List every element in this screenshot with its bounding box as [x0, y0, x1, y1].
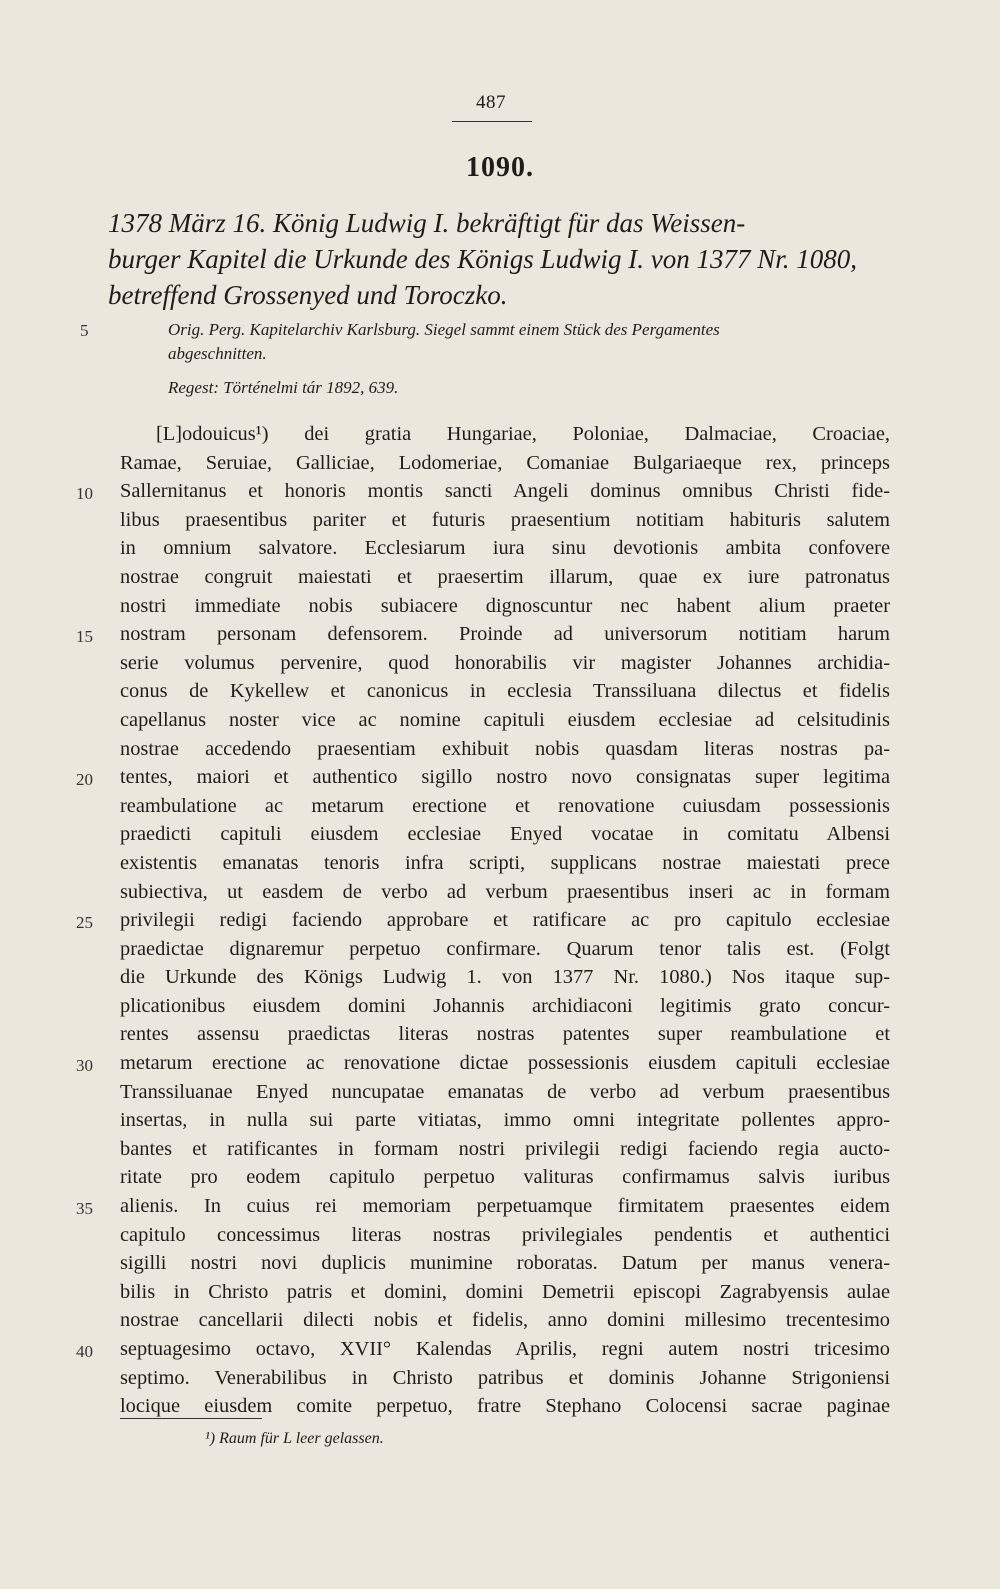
- body-line: libus praesentibus pariter et futuris praesentium notitiam habituris salutem: [120, 508, 890, 531]
- heading-line: betreffend Grossenyed und Toroczko.: [108, 280, 508, 310]
- body-line: [L]odouicus¹) dei gratia Hungariae, Poloniae, Dalmaciae, Croaciae,: [156, 423, 890, 445]
- line-number: 25: [76, 913, 93, 932]
- line-number: 30: [76, 1056, 93, 1075]
- footnote: ¹) Raum für L leer gelassen.: [205, 1430, 384, 1447]
- body-line: existentis emanatas tenoris infra scripti, supplicans nostrae maiestati prece: [120, 851, 890, 874]
- body-line: ritate pro eodem capitulo perpetuo valituras confirmamus salvis iuribus: [120, 1166, 890, 1189]
- body-line: nostri immediate nobis subiacere dignoscuntur nec habent alium praeter: [120, 594, 890, 617]
- body-line: rentes assensu praedictas literas nostras patentes super reambulatione et: [120, 1023, 890, 1046]
- line-number: 20: [76, 770, 93, 789]
- body-line: bantes et ratificantes in formam nostri privilegii redigi faciendo regia aucto-: [120, 1137, 890, 1160]
- body-line: bilis in Christo patris et domini, domini Demetrii episcopi Zagrabyensis aulae: [120, 1280, 890, 1303]
- body-line: sigilli nostri novi duplicis munimine roboratas. Datum per manus venera-: [120, 1252, 890, 1275]
- body-line: plicationibus eiusdem domini Johannis archidiaconi legitimis grato concur-: [120, 994, 890, 1017]
- line-number: 10: [76, 484, 93, 503]
- body-line: privilegii redigi faciendo approbare et ratificare ac pro capitulo ecclesiae: [120, 909, 890, 932]
- body-line: nostrae cancellarii dilecti nobis et fidelis, anno domini millesimo trecentesimo: [120, 1309, 890, 1332]
- body-line: tentes, maiori et authentico sigillo nostro novo consignatas super legitima: [120, 766, 890, 789]
- body-line: septimo. Venerabilibus in Christo patribus et dominis Johanne Strigoniensi: [120, 1366, 890, 1389]
- body-line: serie volumus pervenire, quod honorabilis vir magister Johannes archidia-: [120, 651, 890, 674]
- body-line: praedictae dignaremur perpetuo confirmare. Quarum tenor talis est. (Folgt: [120, 937, 890, 960]
- body-line: conus de Kykellew et canonicus in ecclesia Transsiluana dilectus et fidelis: [120, 680, 890, 703]
- body-line: capitulo concessimus literas nostras privilegiales pendentis et authentici: [120, 1223, 890, 1246]
- document-heading: [108, 205, 898, 313]
- body-line: reambulatione ac metarum erectione et renovatione cuiusdam possessionis: [120, 794, 890, 817]
- page-number: 487: [476, 92, 506, 113]
- regest-note: Regest: Történelmi tár 1892, 639.: [168, 378, 399, 397]
- body-line: capellanus noster vice ac nomine capituli eiusdem ecclesiae ad celsitudinis: [120, 708, 890, 731]
- line-number: 5: [80, 321, 89, 340]
- source-line: abgeschnitten.: [168, 344, 267, 363]
- body-line: Transsiluanae Enyed nuncupatae emanatas de verbo ad verbum praesentibus: [120, 1080, 890, 1103]
- body-line: alienis. In cuius rei memoriam perpetuamque firmitatem praesentes eidem: [120, 1195, 890, 1218]
- body-line: Ramae, Seruiae, Galliciae, Lodomeriae, Comaniae Bulgariaeque rex, princeps: [120, 451, 890, 474]
- heading-line: burger Kapitel die Urkunde des Königs Ludwig I. von 1377 Nr. 1080,: [108, 244, 857, 274]
- body-line: die Urkunde des Königs Ludwig 1. von 1377 Nr. 1080.) Nos itaque sup-: [120, 966, 890, 989]
- body-line: in omnium salvatore. Ecclesiarum iura sinu devotionis ambita confovere: [120, 537, 890, 560]
- heading-line: 1378 März 16. König Ludwig I. bekräftigt für das Weissen-: [108, 208, 746, 238]
- source-note: [168, 318, 720, 366]
- body-line: praedicti capituli eiusdem ecclesiae Enyed vocatae in comitatu Albensi: [120, 823, 890, 846]
- body-line: nostrae congruit maiestati et praesertim illarum, quae ex iure patronatus: [120, 565, 890, 588]
- body-line: insertas, in nulla sui parte vitiatas, immo omni integritate pollentes appro-: [120, 1109, 890, 1132]
- line-number: 40: [76, 1342, 93, 1361]
- body-line: metarum erectione ac renovatione dictae possessionis eiusdem capituli ecclesiae: [120, 1052, 890, 1075]
- source-line: Orig. Perg. Kapitelarchiv Karlsburg. Siegel sammt einem Stück des Pergamentes: [168, 320, 720, 339]
- body-line: Sallernitanus et honoris montis sancti Angeli dominus omnibus Christi fide-: [120, 480, 890, 503]
- body-line: subiectiva, ut easdem de verbo ad verbum praesentibus inseri ac in formam: [120, 880, 890, 903]
- body-line: nostrae accedendo praesentiam exhibuit nobis quasdam literas nostras pa-: [120, 737, 890, 760]
- footnote-rule: [120, 1418, 262, 1419]
- line-number: 15: [76, 627, 93, 646]
- document-number: 1090.: [466, 152, 534, 183]
- body-line: nostram personam defensorem. Proinde ad universorum notitiam harum: [120, 623, 890, 646]
- page-number-rule: [452, 121, 532, 122]
- line-number: 35: [76, 1199, 93, 1218]
- body-line: locique eiusdem comite perpetuo, fratre Stephano Colocensi sacrae paginae: [120, 1395, 890, 1418]
- document-body: [120, 420, 890, 1421]
- body-line: septuagesimo octavo, XVII° Kalendas Aprilis, regni autem nostri tricesimo: [120, 1338, 890, 1360]
